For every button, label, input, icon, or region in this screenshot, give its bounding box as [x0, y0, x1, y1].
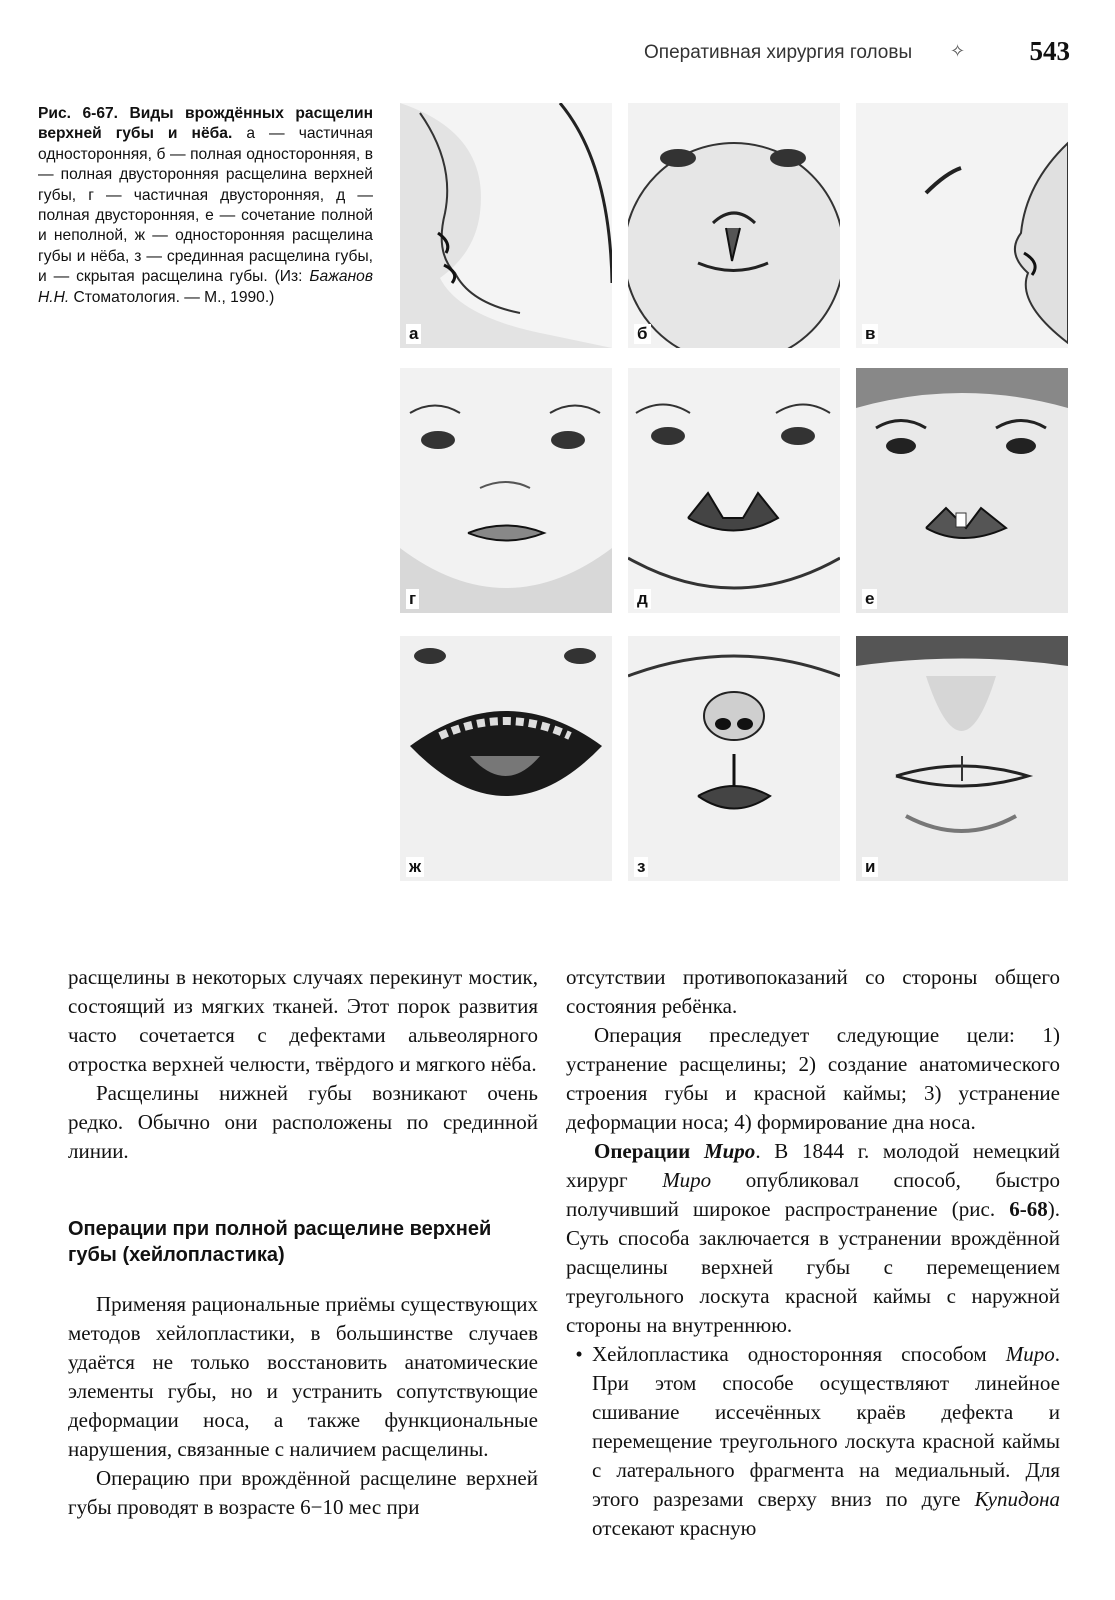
panel-letter: е	[862, 589, 877, 609]
panel-i-photo	[856, 636, 1068, 881]
panel-letter: а	[406, 324, 421, 344]
panel-g-photo	[400, 368, 612, 613]
panel-v-photo	[856, 103, 1068, 348]
panel-zh-photo	[400, 636, 612, 881]
figure-reference: 6-68	[1009, 1197, 1048, 1221]
panel-d-photo	[628, 368, 840, 613]
caption-label: Рис. 6-67. Виды врождённых расщелин верхней губы и нёба.	[38, 105, 373, 143]
bullet-item	[566, 1340, 1060, 1543]
infant-face-illustration	[628, 368, 840, 613]
adult-face-illustration	[856, 636, 1068, 881]
caption-source-author: Бажанов Н.Н.	[38, 268, 373, 306]
text-run: отсекают красную	[592, 1516, 757, 1540]
figure-caption	[38, 104, 373, 308]
paragraph: Операция преследует следующие цели: 1) устранение расщелины; 2) создание анатомического строения губы и красной каймы; 3) устранение деформации носа; 4) формирование дна носа.	[566, 1023, 1060, 1134]
running-header	[600, 38, 1070, 68]
paragraph: расщелины в некоторых случаях перекинут мостик, состоящий из мягких тканей. Этот порок развития часто сочетается с дефектами альвеолярного отростка верхней челюсти, твёрдого и мягкого нёба.	[68, 965, 538, 1076]
running-title: Оперативная хирургия головы	[644, 42, 913, 63]
paragraph	[566, 1137, 1060, 1340]
surgeon-name: Миро	[1005, 1342, 1055, 1366]
surgeon-name: Миро	[662, 1168, 712, 1192]
panel-letter: б	[634, 324, 651, 344]
left-text-column	[68, 963, 538, 1522]
anatomy-term: Купидона	[974, 1487, 1060, 1511]
panel-b-photo	[628, 103, 840, 348]
panel-letter: в	[862, 324, 878, 344]
paragraph: Операцию при врождённой расщелине верхней губы проводят в возрасте 6−10 мес при	[68, 1466, 538, 1519]
open-mouth-illustration	[400, 636, 612, 881]
panel-letter: з	[634, 857, 648, 877]
panel-a-photo	[400, 103, 612, 348]
paragraph: отсутствии противопоказаний со стороны общего состояния ребёнка.	[566, 965, 1060, 1018]
face-profile-illustration	[856, 103, 1068, 348]
cleft-lip-figure	[400, 103, 1080, 883]
text-run: опубликовал способ, быстро получивший широкое распространение (рис.	[566, 1168, 1060, 1221]
page-number: 543	[1029, 36, 1070, 66]
section-heading: Операции при полной расщелине верхней губы (хейлопластика)	[68, 1218, 492, 1266]
text-run: Хейлопластика односторонняя способом	[592, 1342, 987, 1366]
paragraph: Расщелины нижней губы возникают очень редко. Обычно они расположены по срединной линии.	[68, 1081, 538, 1163]
panel-z-photo	[628, 636, 840, 881]
infant-face-illustration	[628, 103, 840, 348]
face-profile-illustration	[400, 103, 612, 348]
bullet-icon: •	[575, 1342, 583, 1366]
paragraph: Применяя рациональные приёмы существующих методов хейлопластики, в большинстве случаев удаётся не только восстановить анатомические элементы губы, но и устранить сопутствующие деформации носа, а также функциональные нарушения, связанные с наличием расщелины.	[68, 1292, 538, 1461]
right-text-column	[566, 963, 1060, 1543]
text-run: ). Суть способа заключается в устранении врождённой расщелины верхней губы с перемещением треугольного лоскута красной каймы с наружной стороны на внутреннюю.	[566, 1197, 1060, 1337]
panel-letter: ж	[406, 857, 424, 877]
panel-e-photo	[856, 368, 1068, 613]
panel-letter: г	[406, 589, 419, 609]
surgeon-name: Миро	[703, 1139, 756, 1163]
caption-source-rest: Стоматология. — М., 1990.)	[73, 288, 275, 306]
infant-face-illustration	[628, 636, 840, 881]
run-in-heading: Операции	[594, 1139, 691, 1163]
infant-face-illustration	[400, 368, 612, 613]
ornament-icon: ✧	[950, 41, 966, 61]
text-run: . В 1844 г. молодой немецкий хирург	[566, 1139, 1061, 1192]
child-face-illustration	[856, 368, 1068, 613]
panel-letter: и	[862, 857, 878, 877]
panel-letter: д	[634, 589, 651, 609]
caption-body: а — частичная односторонняя, б — полная односторонняя, в — полная двусторонняя расщелина верхней губы, г — частичная двусторонняя, д — полная двусторонняя, е — сочетание полной и неполной, ж — односторонняя расщелина губы и нёба, з — срединная расщелина губы, и — скрытая расщелина губы. (Из:	[38, 125, 373, 286]
text-run: . При этом способе осуществляют линейное сшивание иссечённых краёв дефекта и перемещение треугольного лоскута красной каймы с латерального фрагмента на медиальный. Для этого разрезами сверху вниз по дуге	[592, 1342, 1060, 1511]
